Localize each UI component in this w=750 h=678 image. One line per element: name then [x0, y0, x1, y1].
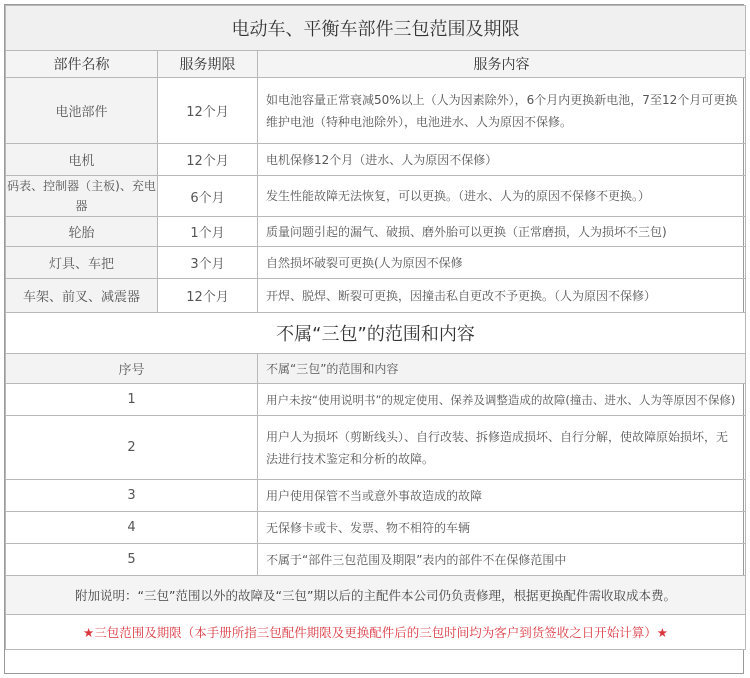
part-content: 发生性能故障无法恢复，可以更换。（进水、人为的原因不保修不更换。）: [258, 176, 746, 217]
part-period: 12个月: [158, 279, 258, 313]
part-name: 电机: [6, 144, 158, 176]
header-exclusion-content: 不属“三包”的范围和内容: [258, 354, 746, 384]
part-period: 12个月: [158, 78, 258, 144]
header-service-period: 服务期限: [158, 51, 258, 78]
table-row: [6, 480, 746, 512]
part-name: 灯具、车把: [6, 247, 158, 279]
part-name: 码表、控制器（主板)、充电器: [6, 176, 158, 217]
exclusion-no: 5: [6, 544, 258, 576]
table-row: [6, 217, 746, 247]
part-content: 自然损坏破裂可更换(人为原因不保修: [258, 247, 746, 279]
table-row: [6, 144, 746, 176]
exclusion-no: 2: [6, 416, 258, 480]
warranty-sheet: [4, 4, 744, 674]
exclusion-text: 用户人为损坏（剪断线头）、自行改装、拆修造成损坏、自行分解，使故障原始损坏，无法进行技术鉴定和分析的故障。: [258, 416, 746, 480]
page-title: 电动车、平衡车部件三包范围及期限: [6, 6, 746, 51]
header-service-content: 服务内容: [258, 51, 746, 78]
warranty-warning: ★三包范围及期限（本手册所指三包配件期限及更换配件后的三包时间均为客户到货签收之日开始计算）★: [6, 615, 746, 650]
warranty-table: [5, 5, 746, 650]
header-serial-no: 序号: [6, 354, 258, 384]
part-name: 轮胎: [6, 217, 158, 247]
exclusion-text: 用户使用保管不当或意外事故造成的故障: [258, 480, 746, 512]
part-content: 开焊、脱焊、断裂可更换，因撞击私自更改不予更换。（人为原因不保修）: [258, 279, 746, 313]
table-row: [6, 176, 746, 217]
additional-note: 附加说明：“三包”范围以外的故障及“三包”期以后的主配件本公司仍负责修理，根据更换配件需收取成本费。: [6, 576, 746, 615]
header-part-name: 部件名称: [6, 51, 158, 78]
exclusion-text: 不属于“部件三包范围及期限”表内的部件不在保修范围中: [258, 544, 746, 576]
table-row: [6, 247, 746, 279]
part-name: 电池部件: [6, 78, 158, 144]
part-content: 质量问题引起的漏气、破损、磨外胎可以更换（正常磨损，人为损坏不三包): [258, 217, 746, 247]
exclusion-no: 1: [6, 384, 258, 416]
part-name: 车架、前叉、减震器: [6, 279, 158, 313]
exclusions-title: 不属“三包”的范围和内容: [6, 313, 746, 354]
part-period: 6个月: [158, 176, 258, 217]
part-content: 如电池容量正常衰减50%以上（人为因素除外），6个月内更换新电池，7至12个月可更换维护电池（特种电池除外），电池进水、人为原因不保修。: [258, 78, 746, 144]
table-row: [6, 384, 746, 416]
table-row: [6, 416, 746, 480]
exclusions-header-row: [6, 354, 746, 384]
part-period: 3个月: [158, 247, 258, 279]
table-row: [6, 512, 746, 544]
exclusion-text: 无保修卡或卡、发票、物不相符的车辆: [258, 512, 746, 544]
part-period: 1个月: [158, 217, 258, 247]
table-row: [6, 279, 746, 313]
exclusion-no: 4: [6, 512, 258, 544]
part-content: 电机保修12个月（进水、人为原因不保修）: [258, 144, 746, 176]
table-row: [6, 78, 746, 144]
exclusion-no: 3: [6, 480, 258, 512]
part-period: 12个月: [158, 144, 258, 176]
exclusion-text: 用户未按“使用说明书”的规定使用、保养及调整造成的故障(撞击、进水、人为等原因不保修): [258, 384, 746, 416]
table-row: [6, 544, 746, 576]
